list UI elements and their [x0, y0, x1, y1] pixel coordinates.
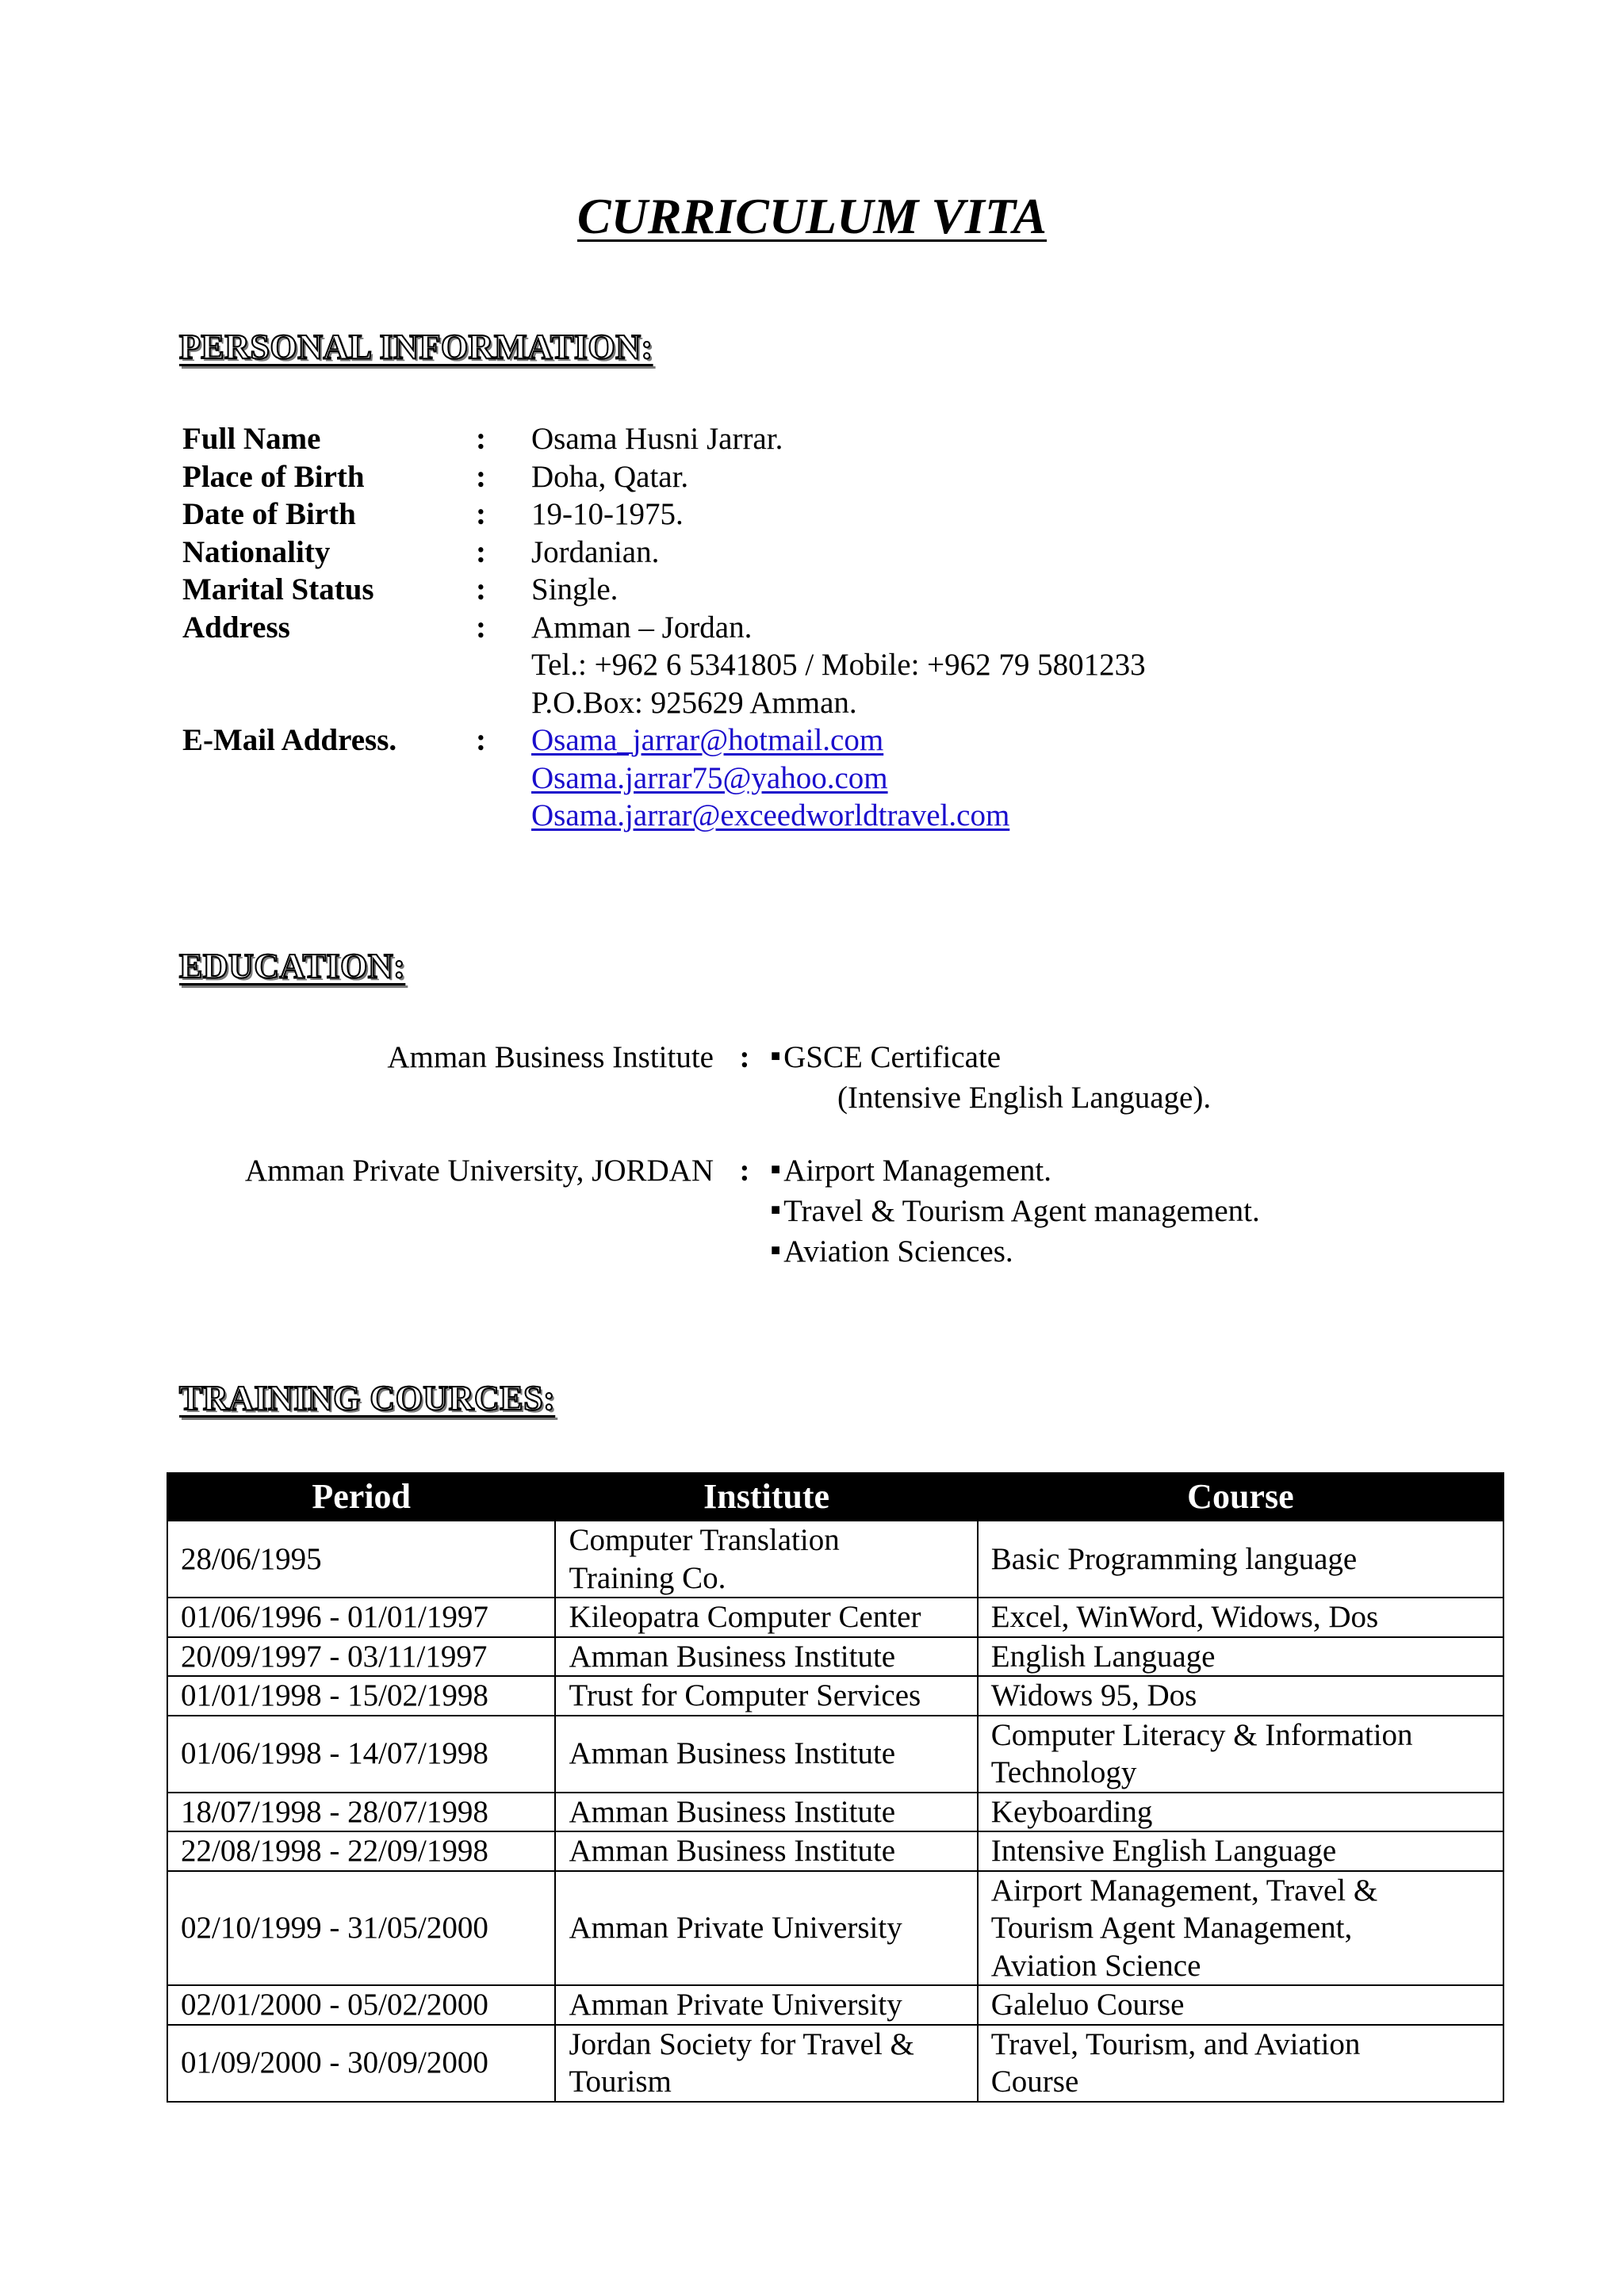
info-row-nationality: [182, 534, 1146, 572]
cell-course: [978, 1831, 1503, 1871]
cell-period: [167, 1598, 555, 1637]
square-bullet-icon: ■: [771, 1047, 781, 1066]
education-item: [771, 1192, 1260, 1233]
education-entry: [0, 1039, 1624, 1116]
cell-line: Aviation Science: [990, 1948, 1201, 1983]
cell-line: Tourism: [569, 2064, 672, 2099]
info-label: Full Name: [182, 422, 321, 456]
address-lines: [531, 609, 1146, 722]
cell-institute: [555, 1985, 977, 2025]
cell-line: Travel, Tourism, and Aviation: [990, 2026, 1361, 2061]
address-line: Amman – Jordan.: [531, 610, 753, 645]
info-value-full-name: Osama Husni Jarrar.: [531, 422, 783, 456]
document-title: CURRICULUM VITA: [576, 188, 1048, 244]
cell-institute: [555, 1793, 977, 1832]
table-row: [167, 1521, 1503, 1598]
training-table-body: [167, 1521, 1503, 2102]
square-bullet-icon: ■: [771, 1161, 781, 1179]
cell-line: Amman Business Institute: [569, 1794, 896, 1829]
table-header-row: [167, 1473, 1503, 1521]
education-item-text: Travel & Tourism Agent management.: [783, 1193, 1260, 1228]
cell-line: Airport Management, Travel &: [990, 1873, 1378, 1908]
education-institute: Amman Private University, JORDAN: [244, 1154, 714, 1188]
info-colon: :: [476, 497, 486, 531]
square-bullet-icon: ■: [771, 1241, 781, 1259]
cell-period: [167, 1985, 555, 2025]
cell-line: 02/10/1999 - 31/05/2000: [181, 1911, 488, 1945]
cell-line: 01/01/1998 - 15/02/1998: [181, 1678, 488, 1712]
info-value-marital-status: Single.: [531, 572, 619, 607]
info-colon: :: [476, 422, 486, 456]
email-link[interactable]: Osama.jarrar75@yahoo.com: [531, 760, 888, 795]
email-link[interactable]: Osama.jarrar@exceedworldtravel.com: [531, 798, 1010, 832]
education-item: [771, 1152, 1260, 1192]
column-header-period: Period: [167, 1473, 555, 1521]
cell-line: Keyboarding: [990, 1794, 1153, 1829]
cell-line: 02/01/2000 - 05/02/2000: [181, 1988, 488, 2022]
personal-information-block: [182, 420, 1146, 835]
address-line: P.O.Box: 925629 Amman.: [531, 685, 857, 720]
cell-line: Amman Business Institute: [569, 1736, 896, 1771]
info-value-date-of-birth: 19-10-1975.: [531, 497, 684, 531]
education-item-text: Airport Management.: [783, 1154, 1051, 1188]
cell-institute: [555, 1521, 977, 1598]
cell-line: 01/06/1998 - 14/07/1998: [181, 1736, 488, 1771]
cell-line: Widows 95, Dos: [990, 1678, 1197, 1712]
cell-line: Excel, WinWord, Widows, Dos: [990, 1600, 1379, 1634]
cell-line: Galeluo Course: [990, 1988, 1185, 2022]
table-row: [167, 1985, 1503, 2025]
cell-line: Amman Business Institute: [569, 1834, 896, 1868]
cell-line: 01/09/2000 - 30/09/2000: [181, 2045, 488, 2080]
info-value-place-of-birth: Doha, Qatar.: [531, 459, 689, 494]
cell-course: [978, 1676, 1503, 1716]
cell-line: Amman Private University: [569, 1988, 902, 2022]
cell-period: [167, 1716, 555, 1793]
info-colon: :: [476, 610, 486, 645]
table-row: [167, 1831, 1503, 1871]
cell-period: [167, 1831, 555, 1871]
cell-course: [978, 1637, 1503, 1677]
cell-course: [978, 2025, 1503, 2102]
education-row: [0, 1039, 1624, 1116]
info-colon: :: [476, 534, 486, 569]
cell-line: Training Co.: [569, 1560, 726, 1595]
table-row: [167, 1676, 1503, 1716]
table-row: [167, 2025, 1503, 2102]
cell-line: Intensive English Language: [990, 1834, 1337, 1868]
cell-institute: [555, 2025, 977, 2102]
education-item-text: Aviation Sciences.: [783, 1234, 1013, 1269]
cell-course: [978, 1716, 1503, 1793]
education-colon: :: [739, 1040, 750, 1074]
table-row: [167, 1598, 1503, 1637]
education-item-text: GSCE Certificate: [783, 1040, 1002, 1074]
email-link[interactable]: Osama_jarrar@hotmail.com: [531, 723, 884, 757]
info-label: Place of Birth: [182, 459, 365, 494]
cell-period: [167, 1793, 555, 1832]
info-label: E-Mail Address.: [182, 723, 397, 757]
cell-institute: [555, 1871, 977, 1986]
table-row: [167, 1793, 1503, 1832]
cell-line: 28/06/1995: [181, 1541, 322, 1576]
info-colon: :: [476, 459, 486, 494]
cell-course: [978, 1985, 1503, 2025]
cell-line: Technology: [990, 1755, 1137, 1789]
education-item-note: (Intensive English Language).: [837, 1080, 1212, 1115]
cell-period: [167, 1871, 555, 1986]
info-label: Address: [182, 610, 290, 645]
cell-line: English Language: [990, 1639, 1216, 1674]
cell-course: [978, 1521, 1503, 1598]
info-row-place-of-birth: [182, 458, 1146, 496]
info-row-date-of-birth: [182, 496, 1146, 534]
cell-institute: [555, 1637, 977, 1677]
table-row: [167, 1716, 1503, 1793]
education-items: [771, 1039, 1211, 1116]
cell-line: 20/09/1997 - 03/11/1997: [181, 1639, 488, 1674]
cell-line: 18/07/1998 - 28/07/1998: [181, 1794, 488, 1829]
education-items: [771, 1152, 1260, 1272]
cell-line: Amman Private University: [569, 1911, 902, 1945]
education-item: [771, 1233, 1260, 1273]
cell-period: [167, 2025, 555, 2102]
cell-line: Tourism Agent Management,: [990, 1911, 1353, 1945]
education-row: [0, 1152, 1624, 1272]
cell-line: Trust for Computer Services: [569, 1678, 921, 1712]
section-heading-personal-information: PERSONAL INFORMATION:: [179, 327, 653, 366]
email-addresses: [531, 721, 1009, 835]
info-row-address: [182, 609, 1146, 722]
info-colon: :: [476, 572, 486, 607]
cell-line: Amman Business Institute: [569, 1639, 896, 1674]
table-row: [167, 1871, 1503, 1986]
education-entry: [0, 1152, 1624, 1272]
info-label: Date of Birth: [182, 497, 356, 531]
table-row: [167, 1637, 1503, 1677]
cell-course: [978, 1871, 1503, 1986]
education-colon: :: [739, 1154, 750, 1188]
info-label: Marital Status: [182, 572, 374, 607]
cell-line: Basic Programming language: [990, 1541, 1358, 1576]
section-heading-education: EDUCATION:: [179, 947, 406, 985]
cell-period: [167, 1676, 555, 1716]
info-colon: :: [476, 723, 486, 757]
cell-line: Course: [990, 2064, 1079, 2099]
cell-institute: [555, 1676, 977, 1716]
cell-line: Jordan Society for Travel &: [569, 2026, 914, 2061]
info-label: Nationality: [182, 534, 331, 569]
education-institute: Amman Business Institute: [387, 1040, 714, 1074]
cell-line: 01/06/1996 - 01/01/1997: [181, 1600, 488, 1634]
cell-line: Computer Literacy & Information: [990, 1717, 1413, 1752]
cell-institute: [555, 1716, 977, 1793]
education-item: [771, 1039, 1211, 1079]
cell-course: [978, 1598, 1503, 1637]
cell-institute: [555, 1831, 977, 1871]
column-header-institute: Institute: [555, 1473, 977, 1521]
info-row-email: [182, 721, 1146, 835]
info-row-full-name: [182, 420, 1146, 458]
cell-course: [978, 1793, 1503, 1832]
cell-period: [167, 1637, 555, 1677]
training-courses-table: [167, 1472, 1504, 2103]
square-bullet-icon: ■: [771, 1201, 781, 1219]
column-header-course: Course: [978, 1473, 1503, 1521]
cell-line: Kileopatra Computer Center: [569, 1600, 921, 1634]
info-row-marital-status: [182, 571, 1146, 609]
cell-line: 22/08/1998 - 22/09/1998: [181, 1834, 488, 1868]
cell-institute: [555, 1598, 977, 1637]
address-line: Tel.: +962 6 5341805 / Mobile: +962 79 5801233: [531, 648, 1146, 682]
section-heading-training-courses: TRAINING COURCES:: [179, 1379, 556, 1418]
cell-line: Computer Translation: [569, 1523, 840, 1557]
info-value-nationality: Jordanian.: [531, 534, 660, 569]
cell-period: [167, 1521, 555, 1598]
